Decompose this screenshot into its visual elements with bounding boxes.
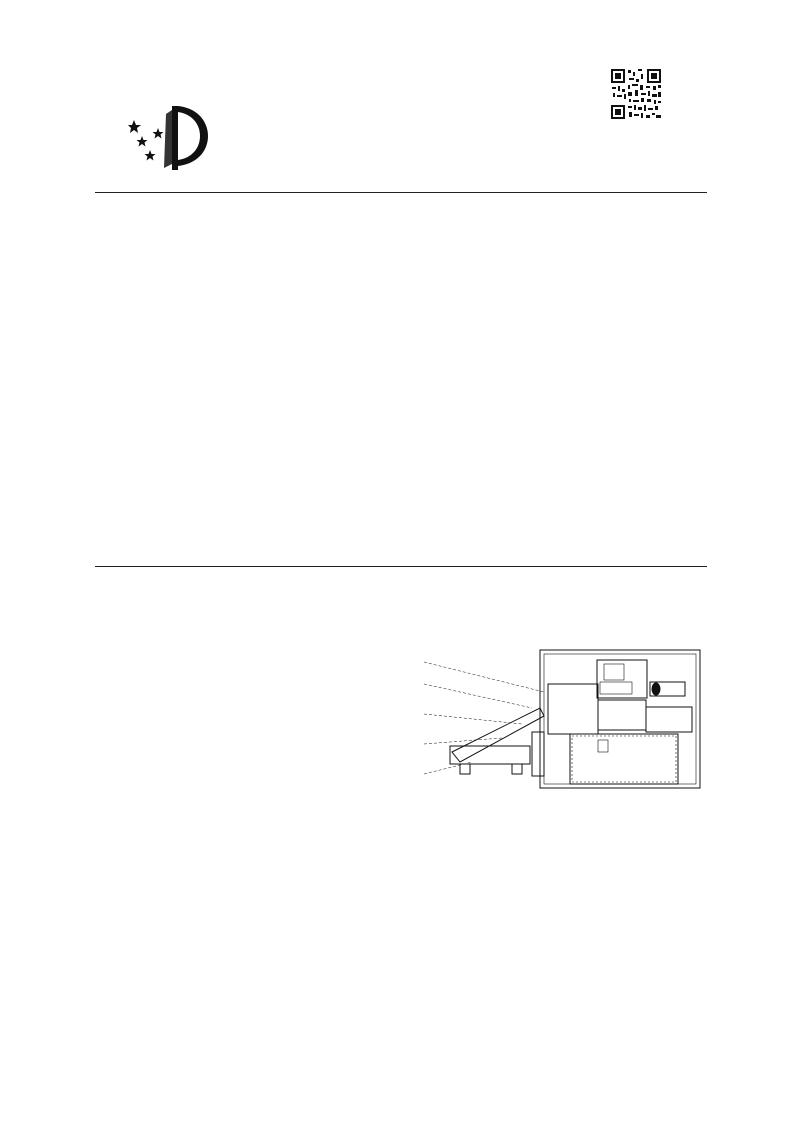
abstract-figure	[412, 612, 712, 812]
cnipa-logo	[128, 104, 212, 170]
header-divider	[95, 192, 707, 193]
qr-code	[610, 68, 662, 120]
biblio-divider	[95, 566, 707, 567]
